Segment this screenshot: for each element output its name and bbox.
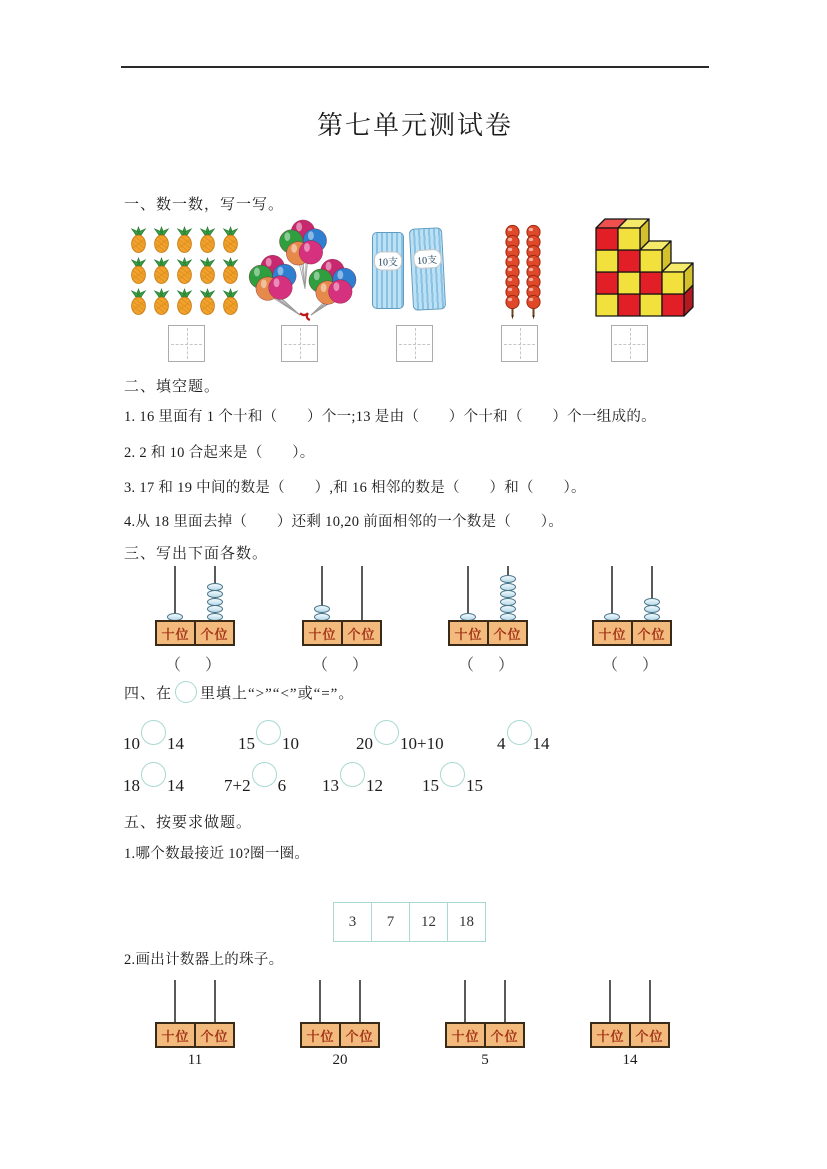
counter-bead	[500, 605, 516, 613]
counter-number: 5	[481, 1052, 489, 1068]
compare-left-value: 15	[422, 776, 439, 795]
pineapple-icon	[151, 288, 173, 318]
section1-header: 一、数一数，写一写。	[124, 197, 285, 213]
answer-blank[interactable]: （ ）	[457, 657, 518, 674]
compare-right-value: 14	[167, 776, 184, 795]
place-label: 个位	[490, 1028, 519, 1044]
hawthorn-skewers-image	[502, 224, 544, 325]
answer-blank[interactable]: （ ）	[164, 657, 225, 674]
counter-bead	[500, 583, 516, 591]
number-table	[333, 902, 486, 942]
compare-answer-circle[interactable]	[507, 720, 532, 745]
counter-place-box	[590, 1022, 670, 1048]
section5-question1: 1.哪个数最接近 10?圈一圈。	[124, 846, 310, 862]
bundle-count-label: 10支	[412, 248, 441, 268]
cubes-image	[592, 218, 700, 325]
pineapple-icon	[220, 288, 242, 318]
counter-place-box	[302, 620, 382, 646]
section5-header: 五、按要求做题。	[124, 815, 253, 831]
pineapple-icon	[197, 226, 219, 256]
place-label: 个位	[637, 626, 666, 642]
compare-answer-circle[interactable]	[141, 762, 166, 787]
compare-answer-circle[interactable]	[256, 720, 281, 745]
counter-number: 20	[332, 1052, 348, 1068]
compare-answer-circle[interactable]	[374, 720, 399, 745]
counter-bead	[644, 598, 660, 606]
section3-header: 三、写出下面各数。	[124, 546, 269, 562]
counter-place-box	[300, 1022, 380, 1048]
stick-bundle	[372, 232, 404, 309]
counter	[155, 566, 235, 682]
fill-blank-question: 3. 17 和 19 中间的数是（ ）,和 16 相邻的数是（ ）和（ ）。	[124, 480, 586, 496]
place-label: 个位	[200, 1028, 229, 1044]
comparison-item	[322, 769, 383, 794]
counter-rod	[504, 980, 506, 1022]
compare-left-value: 7+2	[224, 776, 251, 795]
place-label: 个位	[493, 626, 522, 642]
comparison-item	[224, 769, 286, 794]
counter-bead	[500, 590, 516, 598]
comparison-item	[123, 727, 184, 752]
counter-bead	[644, 605, 660, 613]
section4-header	[124, 681, 354, 703]
answer-blank[interactable]: （ ）	[601, 657, 662, 674]
comparison-item	[497, 727, 550, 752]
compare-right-value: 6	[277, 776, 287, 795]
pineapple-icon	[197, 257, 219, 287]
place-label: 十位	[447, 1024, 486, 1046]
grid-box-hline	[504, 344, 535, 345]
counter-rod	[611, 566, 613, 620]
compare-circle-icon	[175, 681, 197, 703]
counter-place-box	[445, 1022, 525, 1048]
answer-blank[interactable]: （ ）	[311, 657, 372, 674]
counter-rod	[609, 980, 611, 1022]
grid-box-hline	[614, 344, 645, 345]
table-number-cell[interactable]: 7	[372, 902, 410, 942]
compare-right-value: 14	[532, 734, 550, 753]
fill-blank-question: 4.从 18 里面去掉（ ）还剩 10,20 前面相邻的一个数是（ ）。	[124, 514, 564, 530]
pineapple-icon	[174, 257, 196, 287]
counter[interactable]	[445, 980, 525, 1084]
place-label: 十位	[592, 1024, 631, 1046]
compare-right-value: 14	[167, 734, 184, 753]
counter-bead	[207, 605, 223, 613]
section5-question2: 2.画出计数器上的珠子。	[124, 952, 284, 968]
place-label: 十位	[157, 1024, 196, 1046]
pineapple-icon	[151, 257, 173, 287]
section2-header: 二、填空题。	[124, 379, 221, 395]
counter-number: 14	[622, 1052, 638, 1068]
compare-right-value: 12	[366, 776, 383, 795]
counter-rod	[359, 980, 361, 1022]
place-label: 个位	[347, 626, 376, 642]
place-label: 十位	[157, 622, 196, 644]
comparison-item	[123, 769, 184, 794]
counter	[302, 566, 382, 682]
pineapple-icon	[128, 257, 150, 287]
counter-place-box	[448, 620, 528, 646]
header-rule	[121, 66, 709, 68]
compare-answer-circle[interactable]	[141, 720, 166, 745]
table-number-cell[interactable]: 3	[333, 902, 372, 942]
stick-bundles-image	[372, 228, 452, 312]
compare-left-value: 10	[123, 734, 140, 753]
counter-bead	[500, 598, 516, 606]
comparison-item	[422, 769, 483, 794]
fill-blank-question: 2. 2 和 10 合起来是（ ）。	[124, 445, 315, 461]
counter-rod	[464, 980, 466, 1022]
balloons-image	[246, 218, 364, 327]
answer-grid-box[interactable]	[501, 325, 538, 362]
pineapple-icon	[197, 288, 219, 318]
comparison-item	[356, 727, 444, 752]
compare-left-value: 15	[238, 734, 255, 753]
counter-rod	[174, 980, 176, 1022]
pineapple-icon	[220, 257, 242, 287]
place-label: 十位	[302, 1024, 341, 1046]
compare-left-value: 4	[497, 734, 506, 753]
place-label: 十位	[594, 622, 633, 644]
counter	[592, 566, 672, 682]
place-label: 个位	[635, 1028, 664, 1044]
counter-place-box	[155, 1022, 235, 1048]
grid-box-hline	[284, 344, 315, 345]
compare-answer-circle[interactable]	[340, 762, 365, 787]
counter-place-box	[155, 620, 235, 646]
place-label: 个位	[200, 626, 229, 642]
answer-grid-box[interactable]	[396, 325, 433, 362]
pineapple-icon	[174, 288, 196, 318]
counter-rod	[214, 980, 216, 1022]
pineapple-icon	[128, 288, 150, 318]
counter-rod	[174, 566, 176, 620]
counter-bead	[314, 605, 330, 613]
counter-rod	[649, 980, 651, 1022]
pineapple-icon	[174, 226, 196, 256]
counter[interactable]	[155, 980, 235, 1084]
place-label: 十位	[450, 622, 489, 644]
counter[interactable]	[590, 980, 670, 1084]
pineapples-image	[128, 226, 242, 318]
place-label: 十位	[304, 622, 343, 644]
grid-box-hline	[171, 344, 202, 345]
pineapple-icon	[151, 226, 173, 256]
page-title: 第七单元测试卷	[316, 111, 513, 140]
counter-place-box	[592, 620, 672, 646]
compare-answer-circle[interactable]	[252, 762, 277, 787]
counter-bead	[207, 590, 223, 598]
counter-rod	[467, 566, 469, 620]
stick-bundle	[409, 227, 446, 311]
comparison-item	[238, 727, 299, 752]
answer-grid-box[interactable]	[281, 325, 318, 362]
compare-left-value: 18	[123, 776, 140, 795]
compare-answer-circle[interactable]	[440, 762, 465, 787]
counter	[448, 566, 528, 682]
counter-bead	[207, 583, 223, 591]
counter-bead	[207, 598, 223, 606]
pineapple-icon	[220, 226, 242, 256]
answer-grid-box[interactable]	[168, 325, 205, 362]
section4-header-prefix: 四、在	[124, 686, 173, 702]
bundle-count-label: 10支	[374, 251, 402, 270]
answer-grid-box[interactable]	[611, 325, 648, 362]
counter[interactable]	[300, 980, 380, 1084]
grid-box-hline	[399, 344, 430, 345]
fill-blank-question: 1. 16 里面有 1 个十和（ ）个一;13 是由（ ）个十和（ ）个一组成的。	[124, 409, 656, 425]
counter-rod	[361, 566, 363, 620]
table-number-cell[interactable]: 18	[448, 902, 486, 942]
pineapple-icon	[128, 226, 150, 256]
compare-left-value: 20	[356, 734, 373, 753]
compare-right-value: 10	[282, 734, 299, 753]
counter-rod	[319, 980, 321, 1022]
compare-left-value: 13	[322, 776, 339, 795]
counter-number: 11	[187, 1052, 203, 1068]
table-number-cell[interactable]: 12	[410, 902, 448, 942]
compare-right-value: 15	[466, 776, 483, 795]
section4-header-suffix: 里填上“>”“<”或“=”。	[200, 686, 355, 702]
compare-right-value: 10+10	[400, 734, 444, 753]
counter-bead	[500, 575, 516, 583]
place-label: 个位	[345, 1028, 374, 1044]
